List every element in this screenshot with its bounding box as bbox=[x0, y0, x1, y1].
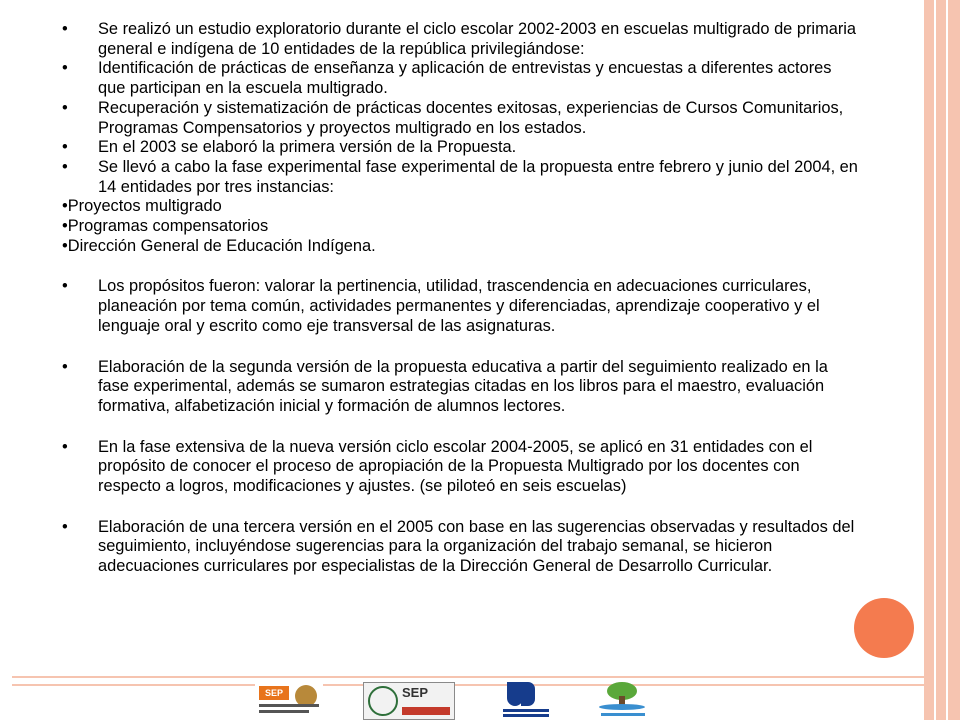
bullet-icon: • bbox=[62, 98, 68, 117]
logo-caption-line bbox=[503, 714, 549, 717]
sep-logo bbox=[255, 682, 323, 720]
sub-item bbox=[62, 217, 862, 237]
sep-logo-text: SEP bbox=[402, 685, 429, 700]
item-text: •Proyectos multigrado bbox=[62, 197, 222, 216]
item-text: En el 2003 se elaboró la primera versión de la Propuesta. bbox=[98, 138, 517, 157]
proyecto-logo bbox=[595, 682, 651, 720]
spacer bbox=[62, 256, 862, 277]
bullet-icon: • bbox=[62, 138, 68, 157]
bullet-icon: • bbox=[62, 277, 68, 296]
seal-icon bbox=[368, 686, 398, 716]
bullet-icon: • bbox=[62, 59, 68, 78]
item-text: Se realizó un estudio exploratorio durante el ciclo escolar 2002-2003 en escuelas multigrado de primaria general e indígena de 10 entidades de la república privilegiándose: bbox=[98, 20, 857, 58]
bullet-item bbox=[62, 20, 862, 59]
logo-caption-line bbox=[259, 710, 309, 713]
upn-letter-icon bbox=[521, 682, 535, 706]
bullet-icon: • bbox=[62, 437, 68, 456]
item-text: Elaboración de la segunda versión de la propuesta educativa a partir del seguimiento realizado en la fase experimental, además se sumaron estrategias citadas en los libros para el maestro, evaluación formativa, alfabetización inicial y formación de alumnos lectores. bbox=[98, 357, 828, 415]
sub-item bbox=[62, 237, 862, 257]
logo-caption-line bbox=[503, 709, 549, 712]
years-banner bbox=[402, 707, 450, 715]
logo-caption-line bbox=[259, 704, 319, 707]
bullet-item bbox=[62, 518, 862, 577]
slide-body bbox=[62, 20, 862, 577]
bullet-icon: • bbox=[62, 357, 68, 376]
item-text: •Dirección General de Educación Indígena. bbox=[62, 236, 376, 255]
frame-stripe bbox=[934, 0, 936, 720]
sep-logo-text: SEP bbox=[259, 686, 289, 700]
spacer bbox=[62, 417, 862, 438]
bottom-rule bbox=[12, 676, 924, 678]
item-text: Recuperación y sistematización de prácticas docentes exitosas, experiencias de Cursos Comunitarios, Programas Compensatorios y proyectos multigrado en los estados. bbox=[98, 98, 844, 137]
right-frame bbox=[924, 0, 960, 720]
item-text: Los propósitos fueron: valorar la pertinencia, utilidad, trascendencia en adecuaciones curriculares, planeación por tema común, actividades permanentes y diferenciadas, aprendizaje cooperativo y el lenguaje oral y escrito como eje transversal de las asignaturas. bbox=[98, 277, 820, 335]
bullet-icon: • bbox=[62, 157, 68, 176]
sub-item bbox=[62, 197, 862, 217]
bullet-item bbox=[62, 158, 862, 197]
footer-logos bbox=[255, 682, 655, 720]
spacer bbox=[62, 337, 862, 358]
upn-logo bbox=[501, 682, 551, 720]
accent-circle bbox=[854, 598, 914, 658]
bullet-item bbox=[62, 59, 862, 98]
bullet-item bbox=[62, 277, 862, 336]
bullet-icon: • bbox=[62, 20, 68, 38]
item-text: Identificación de prácticas de enseñanza y aplicación de entrevistas y encuestas a diferentes actores que participan en la escuela multigrado. bbox=[98, 59, 832, 98]
item-text: •Programas compensatorios bbox=[62, 217, 269, 236]
bullet-item bbox=[62, 138, 862, 158]
bullet-icon: • bbox=[62, 517, 68, 536]
logo-caption-line bbox=[601, 713, 645, 716]
bullet-item bbox=[62, 99, 862, 138]
item-text: En la fase extensiva de la nueva versión ciclo escolar 2004-2005, se aplicó en 31 entidades con el propósito de conocer el proceso de apropiación de la Propuesta Multigrado por los docentes con respecto a logros, modificaciones y ajustes. (se piloteó en seis escuelas) bbox=[98, 437, 813, 496]
spacer bbox=[62, 497, 862, 518]
sep-2005-2011-logo bbox=[363, 682, 455, 720]
water-icon bbox=[599, 704, 645, 710]
item-text: Se llevó a cabo la fase experimental fase experimental de la propuesta entre febrero y junio del 2004, en 14 entidades por tres instancias: bbox=[98, 157, 858, 196]
bullet-item bbox=[62, 438, 862, 497]
item-text: Elaboración de una tercera versión en el 2005 con base en las sugerencias observadas y resultados del seguimiento, incluyéndose sugerencias para la organización del trabajo semanal, se hicieron adecuaciones curriculares por especialistas de la Dirección General de Desarrollo Curricular. bbox=[98, 517, 855, 576]
bullet-item bbox=[62, 358, 862, 417]
frame-stripe bbox=[946, 0, 948, 720]
